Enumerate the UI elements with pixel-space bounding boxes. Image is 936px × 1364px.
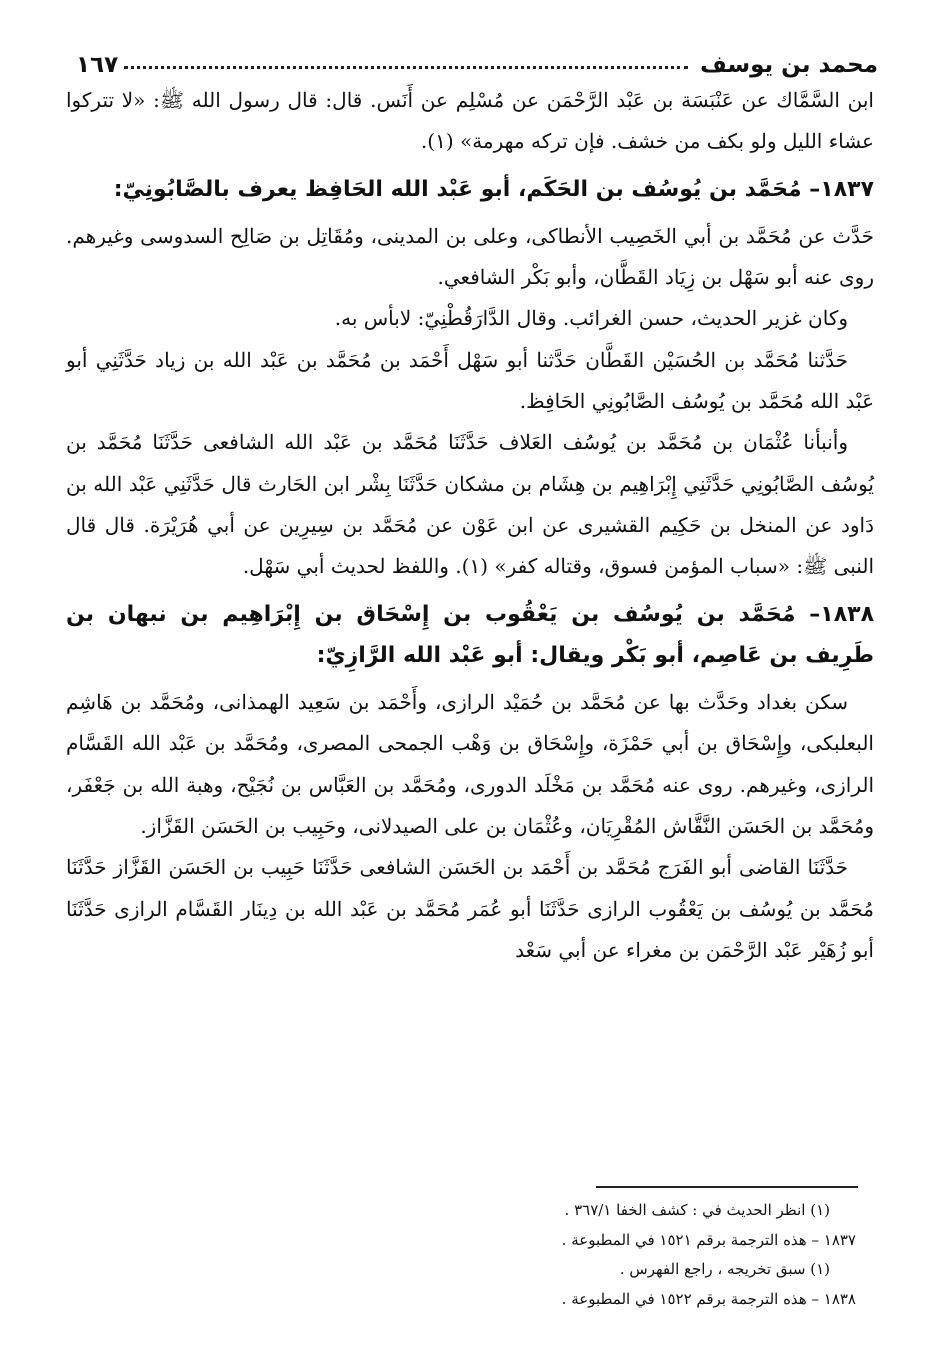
footnote: ١٨٣٨ – هذه الترجمة برقم ١٥٢٢ في المطبوعة . (561, 1289, 856, 1308)
header-dot-leader (124, 66, 688, 69)
entry-heading-1838 (66, 594, 874, 677)
footnote: ١٨٣٧ – هذه الترجمة برقم ١٥٢١ في المطبوعة . (561, 1230, 856, 1249)
entry-number: ١٨٣٧ (820, 176, 874, 202)
paragraph-hadith: وأنبأنا عُثْمَان بن مُحَمَّد بن يُوسُف العَلاف حَدَّثَنَا مُحَمَّد بن عَبْد الله الشافعى حَدَّثَنَا مُحَمَّد بن يُوسُف الصَّابُونِي حَدَّثَنِي إِبْرَاهِيم بن هِشَام بن مشكان حَدَّثَنَا بِشْر ابن الحَارث قال حَدَّثَنِي عَبْد الله بن دَاود عن المنخل بن حَكِيم القشيرى عن ابن عَوْن عن مُحَمَّد بن سِيرِين عن أبي هُرَيْرَة. قال قال النبى ﷺ: «سباب المؤمن فسوق، وقتاله كفر» (١). واللفظ لحديث أبي سَهْل. (66, 430, 874, 579)
footnotes (76, 1196, 856, 1314)
paragraph-isnad: حَدَّثنا مُحَمَّد بن الحُسَيْن القَطَّان حَدَّثنا أبو سَهْل أَحْمَد بن مُحَمَّد بن عَبْد الله بن زياد حَدَّثَنِي أبو عَبْد الله مُحَمَّد بن يُوسُف الصَّابُونِي الحَافِظ. (66, 347, 874, 414)
main-text (66, 80, 874, 971)
footnote-separator (596, 1186, 858, 1188)
running-header (76, 34, 878, 78)
paragraph-isnad: حَدَّثَنَا القاضى أبو الفَرَج مُحَمَّد بن أَحْمَد بن الحَسَن الشافعى حَدَّثَنَا حَبِيب بن الحَسَن القَزَّاز حَدَّثَنَا مُحَمَّد بن يُوسُف بن يَعْقُوب الرازى حَدَّثَنَا أبو عُمَر مُحَمَّد بن عَبْد الله بن دِينَار القَسَّام الرازى حَدَّثَنَا أبو زُهَيْر عَبْد الرَّحْمَن بن مغراء عن أبي سَعْد (66, 855, 874, 962)
page-number: ١٦٧ (76, 52, 119, 78)
paragraph-continuation: ابن السَّمَّاك عن عَنْبَسَة بن عَبْد الرَّحْمَن عن مُسْلِم عن أَنَس. قال: قال رسول الله ﷺ: «لا تتركوا عشاء الليل ولو بكف من خشف. فإن تركه مهرمة» (١). (66, 88, 874, 154)
running-title: محمد بن يوسف (700, 52, 878, 78)
entry-title: – مُحَمَّد بن يُوسُف بن الحَكَم، أبو عَبْد الله الحَافِظ يعرف بالصَّابُونِيّ: (113, 176, 821, 202)
paragraph-assessment: وكان غزير الحديث، حسن الغرائب. وقال الدَّارَقُطْنِيّ: لابأس به. (334, 306, 848, 331)
entry-number: ١٨٣٨ (820, 601, 874, 627)
paragraph-narrators: حَدَّث عن مُحَمَّد بن أبي الخَصِيب الأنطاكى، وعلى بن المدينى، ومُقَاتِل بن صَالِح السدوسى وغيرهم. روى عنه أبو سَهْل بن زِيَاد القَطَّان، وأبو بَكْر الشافعي. (66, 223, 874, 290)
footnote: (١) انظر الحديث في : كشف الخفا ٣٦٧/١ . (564, 1201, 830, 1219)
entry-title: – مُحَمَّد بن يُوسُف بن يَعْقُوب بن إِسْحَاق بن إِبْرَاهِيم بن نبهان بن طَرِيف بن عَاصِم، أبو بَكْر ويقال: أبو عَبْد الله الرَّازِيّ: (66, 601, 874, 668)
entry-heading-1837 (66, 169, 874, 210)
paragraph-narrators: سكن بغداد وحَدَّث بها عن مُحَمَّد بن حُمَيْد الرازى، وأَحْمَد بن سَعِيد الهمذانى، ومُحَمَّد بن هَاشِم البعلبكى، وإِسْحَاق بن أبي حَمْزَة، وإِسْحَاق بن وَهْب الجمحى المصرى، ومُحَمَّد بن عَبْد الله القَسَّام الرازى، وغيرهم. روى عنه مُحَمَّد بن مَخْلَد الدورى، ومُحَمَّد بن العَبَّاس بن نُجَيْح، وهبة الله بن جَعْفَر، ومُحَمَّد بن الحَسَن النَّقَّاش المُقْرِيَان، وعُثْمَان بن على الصيدلانى، وحَبِيب بن الحَسَن القَزَّاز. (66, 690, 874, 839)
footnote: (١) سبق تخريجه ، راجع الفهرس . (619, 1260, 830, 1278)
